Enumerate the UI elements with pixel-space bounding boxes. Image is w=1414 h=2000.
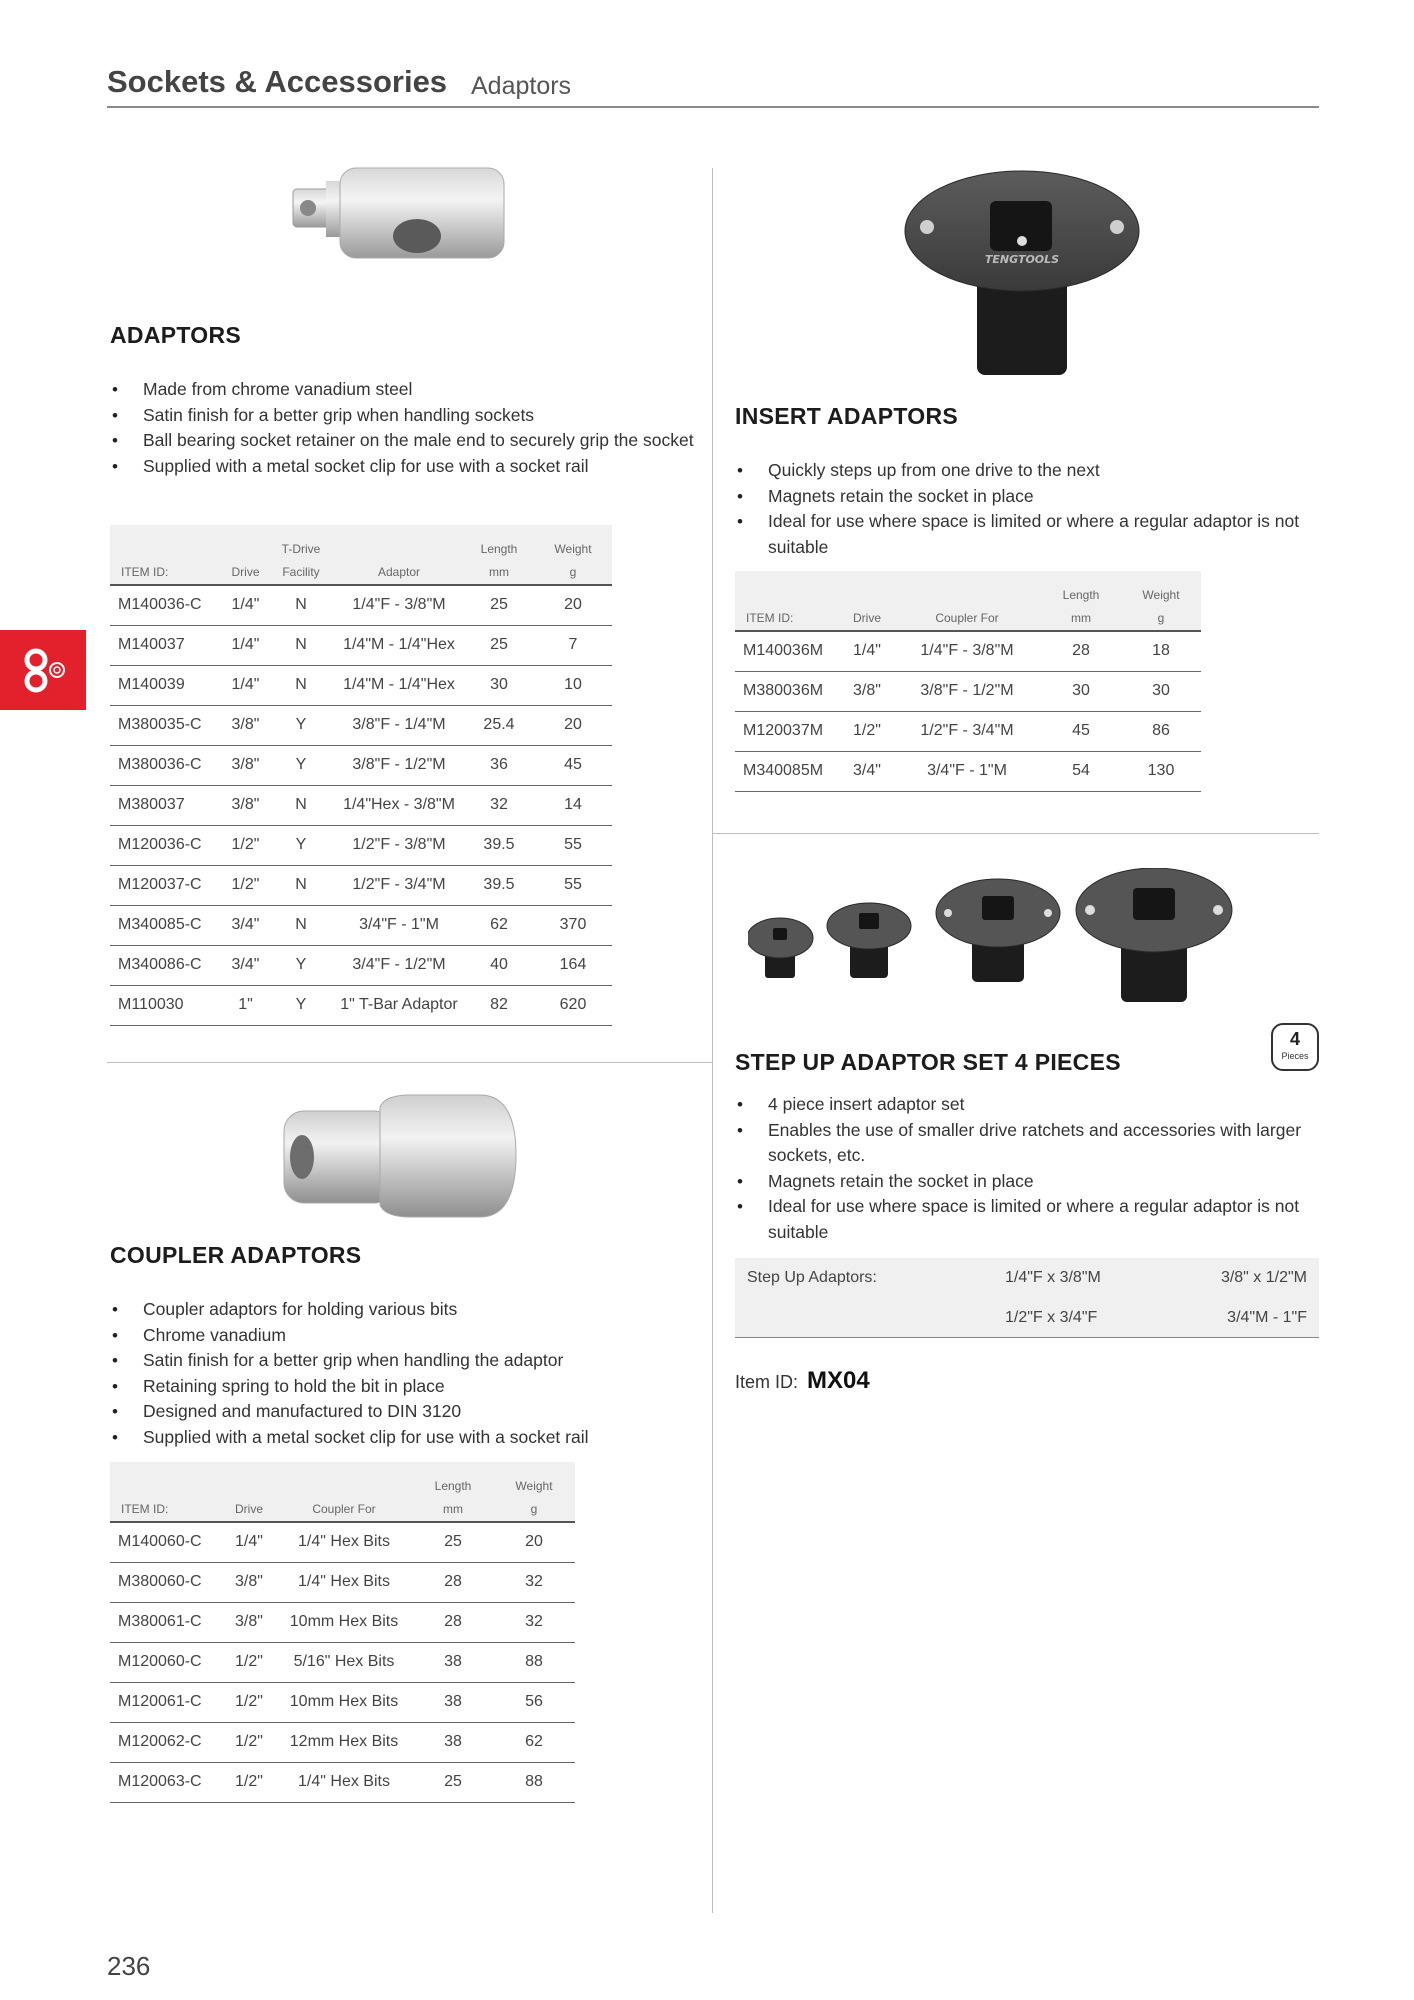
table-cell: M380060-C — [110, 1562, 223, 1602]
stepup-table — [735, 1258, 1319, 1338]
table-cell: M380036-C — [110, 745, 223, 785]
table-cell: M140037 — [110, 625, 223, 665]
header-label: ITEM ID: — [746, 611, 794, 625]
table-cell: 38 — [413, 1722, 493, 1762]
col-length — [413, 1462, 493, 1522]
coupler-title: COUPLER ADAPTORS — [110, 1242, 362, 1268]
table-cell: 28 — [1041, 631, 1121, 671]
table-cell: 3/8" — [223, 1602, 275, 1642]
table-cell: 25 — [464, 625, 534, 665]
table-cell: M110030 — [110, 985, 223, 1025]
table-cell: 62 — [493, 1722, 575, 1762]
table-cell: 10mm Hex Bits — [275, 1602, 413, 1642]
table-cell: 30 — [1041, 671, 1121, 711]
col-item-id — [735, 571, 841, 631]
header-label: Length — [1062, 588, 1100, 602]
adaptor-product-image — [290, 165, 510, 261]
table-cell: 45 — [1041, 711, 1121, 751]
table-cell: 3/8" — [223, 1562, 275, 1602]
table-row — [110, 785, 612, 825]
col-length — [464, 525, 534, 585]
table-cell: 7 — [534, 625, 612, 665]
table-cell: 25.4 — [464, 705, 534, 745]
table-row — [110, 945, 612, 985]
stepup-cell: 1/2"F x 3/4"F — [1005, 1309, 1098, 1326]
table-cell: 3/8" — [223, 705, 268, 745]
col-weight — [493, 1462, 575, 1522]
header-label: Weight — [1142, 588, 1180, 602]
table-cell: M340085-C — [110, 905, 223, 945]
table-row — [110, 1722, 575, 1762]
table-cell: 1/2" — [223, 865, 268, 905]
table-cell: M120060-C — [110, 1642, 223, 1682]
table-cell: M120062-C — [110, 1722, 223, 1762]
stepup-cell: 3/4"M - 1"F — [1227, 1309, 1307, 1326]
table-row — [735, 631, 1201, 671]
header-label: ITEM ID: — [121, 1502, 169, 1516]
stepup-cell: 3/8" x 1/2"M — [1220, 1269, 1307, 1286]
table-cell: 1/4" — [841, 631, 893, 671]
table-cell: M340085M — [735, 751, 841, 791]
header-label: g — [1157, 611, 1165, 625]
table-row — [735, 1298, 1319, 1338]
header-label: mm — [1071, 611, 1091, 625]
pieces-count: 4 — [1289, 1029, 1300, 1049]
table-cell: 1/4" — [223, 625, 268, 665]
section-divider-left — [107, 1062, 712, 1063]
table-cell: 55 — [534, 865, 612, 905]
table-cell: M380037 — [110, 785, 223, 825]
adaptors-features — [110, 377, 700, 479]
table-cell: Y — [268, 745, 334, 785]
stepup-title: STEP UP ADAPTOR SET 4 PIECES — [735, 1049, 1121, 1075]
table-cell: M120036-C — [110, 825, 223, 865]
header-label: Coupler For — [935, 611, 999, 625]
feature-item: • Retaining spring to hold the bit in place — [110, 1374, 700, 1400]
table-cell: 3/8"F - 1/2"M — [893, 671, 1041, 711]
feature-item: • Ideal for use where space is limited or where a regular adaptor is not suitable — [735, 1194, 1319, 1245]
table-cell: 32 — [464, 785, 534, 825]
col-weight — [1121, 571, 1201, 631]
insert-adaptors-section — [735, 403, 1315, 560]
table-row — [735, 711, 1201, 751]
table-cell: N — [268, 785, 334, 825]
table-cell: 1/2" — [223, 1682, 275, 1722]
col-coupler-for — [893, 571, 1041, 631]
table-cell: 3/4"F - 1"M — [893, 751, 1041, 791]
table-cell: 130 — [1121, 751, 1201, 791]
page-number: 236 — [107, 1951, 151, 1981]
table-cell: 1/4"M - 1/4"Hex — [334, 625, 464, 665]
table-cell: 88 — [493, 1642, 575, 1682]
table-cell: 28 — [413, 1562, 493, 1602]
col-drive — [223, 525, 268, 585]
feature-item: • Ideal for use where space is limited or where a regular adaptor is not suitable — [735, 509, 1315, 560]
table-cell: 82 — [464, 985, 534, 1025]
table-cell: N — [268, 585, 334, 625]
table-cell: 45 — [534, 745, 612, 785]
table-row — [735, 751, 1201, 791]
stepup-item-id — [735, 1367, 870, 1395]
header-label: ITEM ID: — [121, 565, 169, 579]
column-divider — [712, 168, 713, 1913]
header-label: T-Drive — [281, 542, 321, 556]
table-cell: 36 — [464, 745, 534, 785]
table-cell: 1/4" — [223, 585, 268, 625]
table-cell: 3/4"F - 1/2"M — [334, 945, 464, 985]
table-cell: N — [268, 665, 334, 705]
coupler-table-wrap — [110, 1462, 575, 1803]
table-cell: 1/2" — [223, 1762, 275, 1802]
table-cell: 1/4" — [223, 665, 268, 705]
table-row — [110, 1682, 575, 1722]
table-cell: 1/2"F - 3/4"M — [334, 865, 464, 905]
adaptors-title: ADAPTORS — [110, 322, 242, 348]
table-header-row — [735, 571, 1201, 631]
table-cell: 32 — [493, 1562, 575, 1602]
stepup-cell: 1/4"F x 3/8"M — [1005, 1269, 1101, 1286]
pieces-label: Pieces — [1281, 1051, 1309, 1061]
table-cell: 30 — [464, 665, 534, 705]
table-cell: 25 — [413, 1522, 493, 1562]
table-cell: M380035-C — [110, 705, 223, 745]
header-label: Weight — [515, 1479, 553, 1493]
brand-engraving: TENGTOOLS — [984, 253, 1060, 266]
table-cell: 38 — [413, 1642, 493, 1682]
table-cell: 1/2"F - 3/4"M — [893, 711, 1041, 751]
stepup-section — [735, 1049, 1319, 1245]
table-cell: 25 — [464, 585, 534, 625]
table-header-row — [110, 525, 612, 585]
table-row — [110, 745, 612, 785]
col-drive — [841, 571, 893, 631]
col-adaptor — [334, 525, 464, 585]
feature-item: • Magnets retain the socket in place — [735, 1169, 1319, 1195]
table-row — [110, 825, 612, 865]
table-header-row — [110, 1462, 575, 1522]
table-cell: 18 — [1121, 631, 1201, 671]
header-label: mm — [489, 565, 509, 579]
table-row — [110, 905, 612, 945]
table-cell: M140036-C — [110, 585, 223, 625]
feature-item: • Chrome vanadium — [110, 1323, 700, 1349]
col-coupler-for — [275, 1462, 413, 1522]
page-header — [107, 62, 1319, 108]
table-row — [735, 1258, 1319, 1298]
table-cell: 1/4"Hex - 3/8"M — [334, 785, 464, 825]
socket-category-icon — [0, 630, 86, 710]
table-cell: 1" T-Bar Adaptor — [334, 985, 464, 1025]
table-cell: 20 — [534, 585, 612, 625]
table-row — [110, 705, 612, 745]
category-side-tab — [0, 630, 86, 710]
table-cell: M120037-C — [110, 865, 223, 905]
table-cell: 39.5 — [464, 865, 534, 905]
feature-item: • Satin finish for a better grip when handling the adaptor — [110, 1348, 700, 1374]
stepup-label: Step Up Adaptors: — [747, 1269, 877, 1286]
feature-item: • Magnets retain the socket in place — [735, 484, 1315, 510]
col-drive — [223, 1462, 275, 1522]
table-cell: M380061-C — [110, 1602, 223, 1642]
insert-adaptors-title: INSERT ADAPTORS — [735, 403, 959, 429]
table-cell: 164 — [534, 945, 612, 985]
table-cell: 14 — [534, 785, 612, 825]
insert-adaptor-image — [902, 165, 1142, 380]
feature-item: • Supplied with a metal socket clip for use with a socket rail — [110, 454, 700, 480]
table-cell: M120037M — [735, 711, 841, 751]
table-cell: 1/2" — [223, 1642, 275, 1682]
header-label: Drive — [852, 611, 881, 625]
table-cell: 1/4" — [223, 1522, 275, 1562]
table-row — [110, 985, 612, 1025]
feature-item: • Made from chrome vanadium steel — [110, 377, 700, 403]
feature-item: • Ball bearing socket retainer on the male end to securely grip the socket — [110, 428, 700, 454]
table-cell: 62 — [464, 905, 534, 945]
adaptors-table — [110, 525, 612, 1026]
table-cell: 1/4"F - 3/8"M — [334, 585, 464, 625]
table-row — [110, 665, 612, 705]
table-row — [110, 1522, 575, 1562]
table-row — [110, 1762, 575, 1802]
table-cell: N — [268, 625, 334, 665]
table-cell: 56 — [493, 1682, 575, 1722]
header-label: Drive — [231, 565, 260, 579]
table-cell: 30 — [1121, 671, 1201, 711]
table-cell: 370 — [534, 905, 612, 945]
table-cell: 3/8" — [223, 745, 268, 785]
header-label: Coupler For — [312, 1502, 376, 1516]
table-cell: 1/2" — [223, 825, 268, 865]
table-cell: 1/4" Hex Bits — [275, 1562, 413, 1602]
stepup-features — [735, 1092, 1319, 1245]
table-cell: 40 — [464, 945, 534, 985]
table-row — [110, 1602, 575, 1642]
header-label: Weight — [554, 542, 592, 556]
table-cell: M140036M — [735, 631, 841, 671]
col-item-id — [110, 525, 223, 585]
table-cell: 3/8" — [841, 671, 893, 711]
table-cell: M380036M — [735, 671, 841, 711]
table-cell: 38 — [413, 1682, 493, 1722]
header-label: Facility — [282, 565, 320, 579]
table-row — [110, 625, 612, 665]
table-cell: 1/2" — [223, 1722, 275, 1762]
coupler-section — [110, 1242, 700, 1450]
feature-item: • Quickly steps up from one drive to the next — [735, 458, 1315, 484]
table-cell: 28 — [413, 1602, 493, 1642]
table-cell: Y — [268, 945, 334, 985]
coupler-features — [110, 1297, 700, 1450]
table-cell: 3/8" — [223, 785, 268, 825]
table-cell: Y — [268, 985, 334, 1025]
table-cell: 54 — [1041, 751, 1121, 791]
table-cell: 3/4"F - 1"M — [334, 905, 464, 945]
table-row — [110, 1562, 575, 1602]
table-cell: 32 — [493, 1602, 575, 1642]
header-label: Length — [434, 1479, 472, 1493]
adaptors-table-wrap — [110, 525, 612, 1026]
table-row — [110, 865, 612, 905]
insert-adaptors-features — [735, 458, 1315, 560]
table-cell: 3/8"F - 1/4"M — [334, 705, 464, 745]
coupler-product-image — [280, 1093, 520, 1219]
coupler-table — [110, 1462, 575, 1803]
table-cell: 1/4"F - 3/8"M — [893, 631, 1041, 671]
table-cell: 3/4" — [841, 751, 893, 791]
header-label: g — [569, 565, 577, 579]
feature-item: • Satin finish for a better grip when handling sockets — [110, 403, 700, 429]
col-tdrive — [268, 525, 334, 585]
table-cell: 1/2" — [841, 711, 893, 751]
insert-adaptors-table — [735, 571, 1201, 792]
item-id-value: MX04 — [807, 1367, 870, 1394]
header-label: mm — [443, 1502, 463, 1516]
table-cell: 12mm Hex Bits — [275, 1722, 413, 1762]
table-cell: 86 — [1121, 711, 1201, 751]
page-title: Sockets & Accessories — [107, 64, 448, 99]
header-label: Length — [480, 542, 518, 556]
col-length — [1041, 571, 1121, 631]
header-label: Adaptor — [377, 565, 421, 579]
table-cell: 25 — [413, 1762, 493, 1802]
table-cell: 1/4" Hex Bits — [275, 1522, 413, 1562]
table-cell: 20 — [534, 705, 612, 745]
col-item-id — [110, 1462, 223, 1522]
col-weight — [534, 525, 612, 585]
table-cell: 10mm Hex Bits — [275, 1682, 413, 1722]
table-cell: M120063-C — [110, 1762, 223, 1802]
section-divider-right — [713, 833, 1319, 834]
table-cell: 620 — [534, 985, 612, 1025]
table-row — [735, 671, 1201, 711]
table-cell: M120061-C — [110, 1682, 223, 1722]
table-cell: 88 — [493, 1762, 575, 1802]
table-cell: 1/2"F - 3/8"M — [334, 825, 464, 865]
table-cell: 10 — [534, 665, 612, 705]
table-cell: N — [268, 905, 334, 945]
stepup-set-image — [748, 868, 1293, 1008]
table-row — [110, 585, 612, 625]
item-id-label: Item ID: — [735, 1372, 799, 1392]
insert-table-wrap — [735, 571, 1201, 792]
feature-item: • Supplied with a metal socket clip for use with a socket rail — [110, 1425, 700, 1451]
feature-item: • Enables the use of smaller drive ratchets and accessories with larger sockets, etc. — [735, 1118, 1319, 1169]
table-cell: Y — [268, 825, 334, 865]
table-cell: 55 — [534, 825, 612, 865]
header-label: Drive — [234, 1502, 263, 1516]
table-cell: M140039 — [110, 665, 223, 705]
table-cell: Y — [268, 705, 334, 745]
adaptors-section — [110, 322, 700, 479]
table-cell: 39.5 — [464, 825, 534, 865]
table-cell: 5/16" Hex Bits — [275, 1642, 413, 1682]
header-label: g — [530, 1502, 538, 1516]
feature-item: • Coupler adaptors for holding various bits — [110, 1297, 700, 1323]
table-cell: 3/4" — [223, 945, 268, 985]
table-row — [110, 1642, 575, 1682]
table-cell: 1" — [223, 985, 268, 1025]
table-cell: 20 — [493, 1522, 575, 1562]
table-cell: 3/4" — [223, 905, 268, 945]
table-cell: 1/4" Hex Bits — [275, 1762, 413, 1802]
feature-item: • 4 piece insert adaptor set — [735, 1092, 1319, 1118]
table-cell: M340086-C — [110, 945, 223, 985]
page-subtitle: Adaptors — [471, 72, 572, 100]
table-cell: 1/4"M - 1/4"Hex — [334, 665, 464, 705]
feature-item: • Designed and manufactured to DIN 3120 — [110, 1399, 700, 1425]
table-cell: N — [268, 865, 334, 905]
table-cell: M140060-C — [110, 1522, 223, 1562]
table-cell: 3/8"F - 1/2"M — [334, 745, 464, 785]
